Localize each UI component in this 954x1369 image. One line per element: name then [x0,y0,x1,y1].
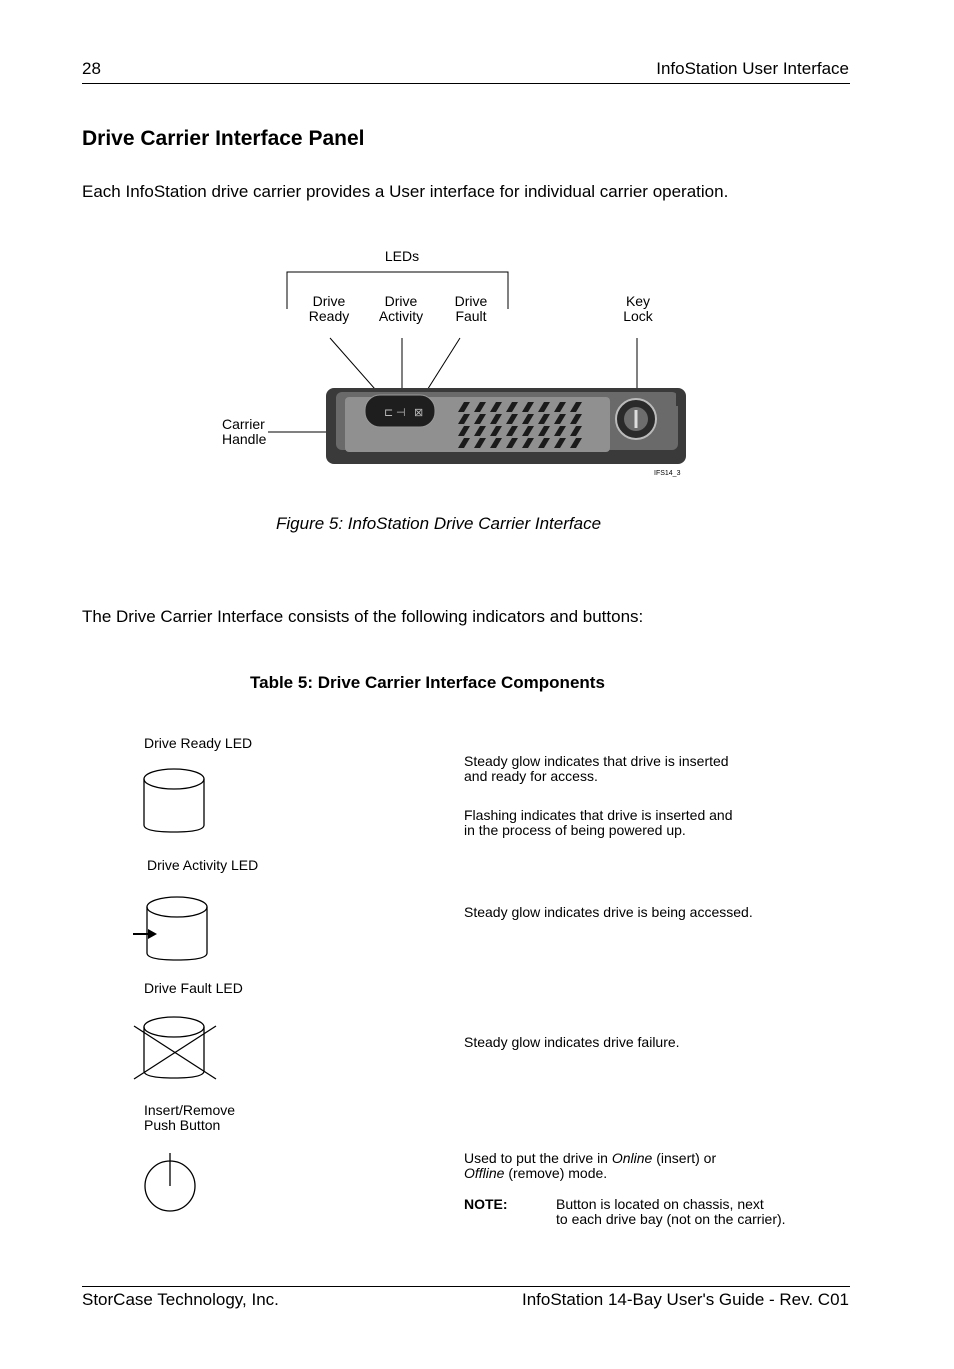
footer-rule [82,1286,850,1287]
drive-activity-icon [130,893,212,965]
svg-text:⊏: ⊏ [384,407,394,419]
drive-ready-label: Drive Ready [308,293,350,324]
drive-activity-led-name: Drive Activity LED [147,857,259,873]
drive-ready-desc-1: Steady glow indicates that drive is inserted and ready for access. [464,753,729,784]
drive-activity-label: Drive Activity [378,293,424,324]
image-code: IFS14_3 [654,470,681,477]
page-title: Drive Carrier Interface Panel [82,127,365,150]
svg-text:⊠: ⊠ [414,407,424,419]
drive-fault-desc: Steady glow indicates drive failure. [464,1034,680,1050]
push-button-desc: Used to put the drive in Online (insert) or Offline (remove) mode. [464,1150,717,1181]
svg-text:⊣: ⊣ [396,407,406,419]
header-section: InfoStation User Interface [656,59,849,78]
drive-activity-desc: Steady glow indicates drive is being accessed. [464,904,753,920]
key-lock-label: Key Lock [623,293,653,324]
footer-right: InfoStation 14-Bay User's Guide - Rev. C01 [521,1290,849,1309]
drive-ready-icon [140,765,210,837]
components-intro: The Drive Carrier Interface consists of the following indicators and buttons: [82,607,644,626]
note-label: NOTE: [464,1196,508,1212]
note-text: Button is located on chassis, next to each drive bay (not on the carrier). [556,1196,786,1227]
drive-fault-label: Drive Fault [454,293,488,324]
figure-caption: Figure 5: InfoStation Drive Carrier Interface [276,514,602,533]
drive-fault-led-name: Drive Fault LED [144,980,243,996]
footer-left: StorCase Technology, Inc. [82,1290,279,1309]
intro-paragraph: Each InfoStation drive carrier provides a User interface for individual carrier operation. [82,182,729,201]
drive-fault-leader [424,338,460,395]
drive-ready-led-name: Drive Ready LED [144,735,253,751]
drive-fault-icon [130,1013,220,1083]
push-button-name: Insert/Remove Push Button [144,1102,236,1133]
table-title: Table 5: Drive Carrier Interface Components [250,673,605,692]
power-button-icon [140,1150,200,1214]
carrier-diagram [0,0,954,520]
page-number: 28 [82,59,101,78]
carrier-handle-label: Carrier Handle [222,416,267,447]
leds-label: LEDs [384,248,420,264]
drive-ready-desc-2: Flashing indicates that drive is inserted and in the process of being powered up. [464,807,733,838]
